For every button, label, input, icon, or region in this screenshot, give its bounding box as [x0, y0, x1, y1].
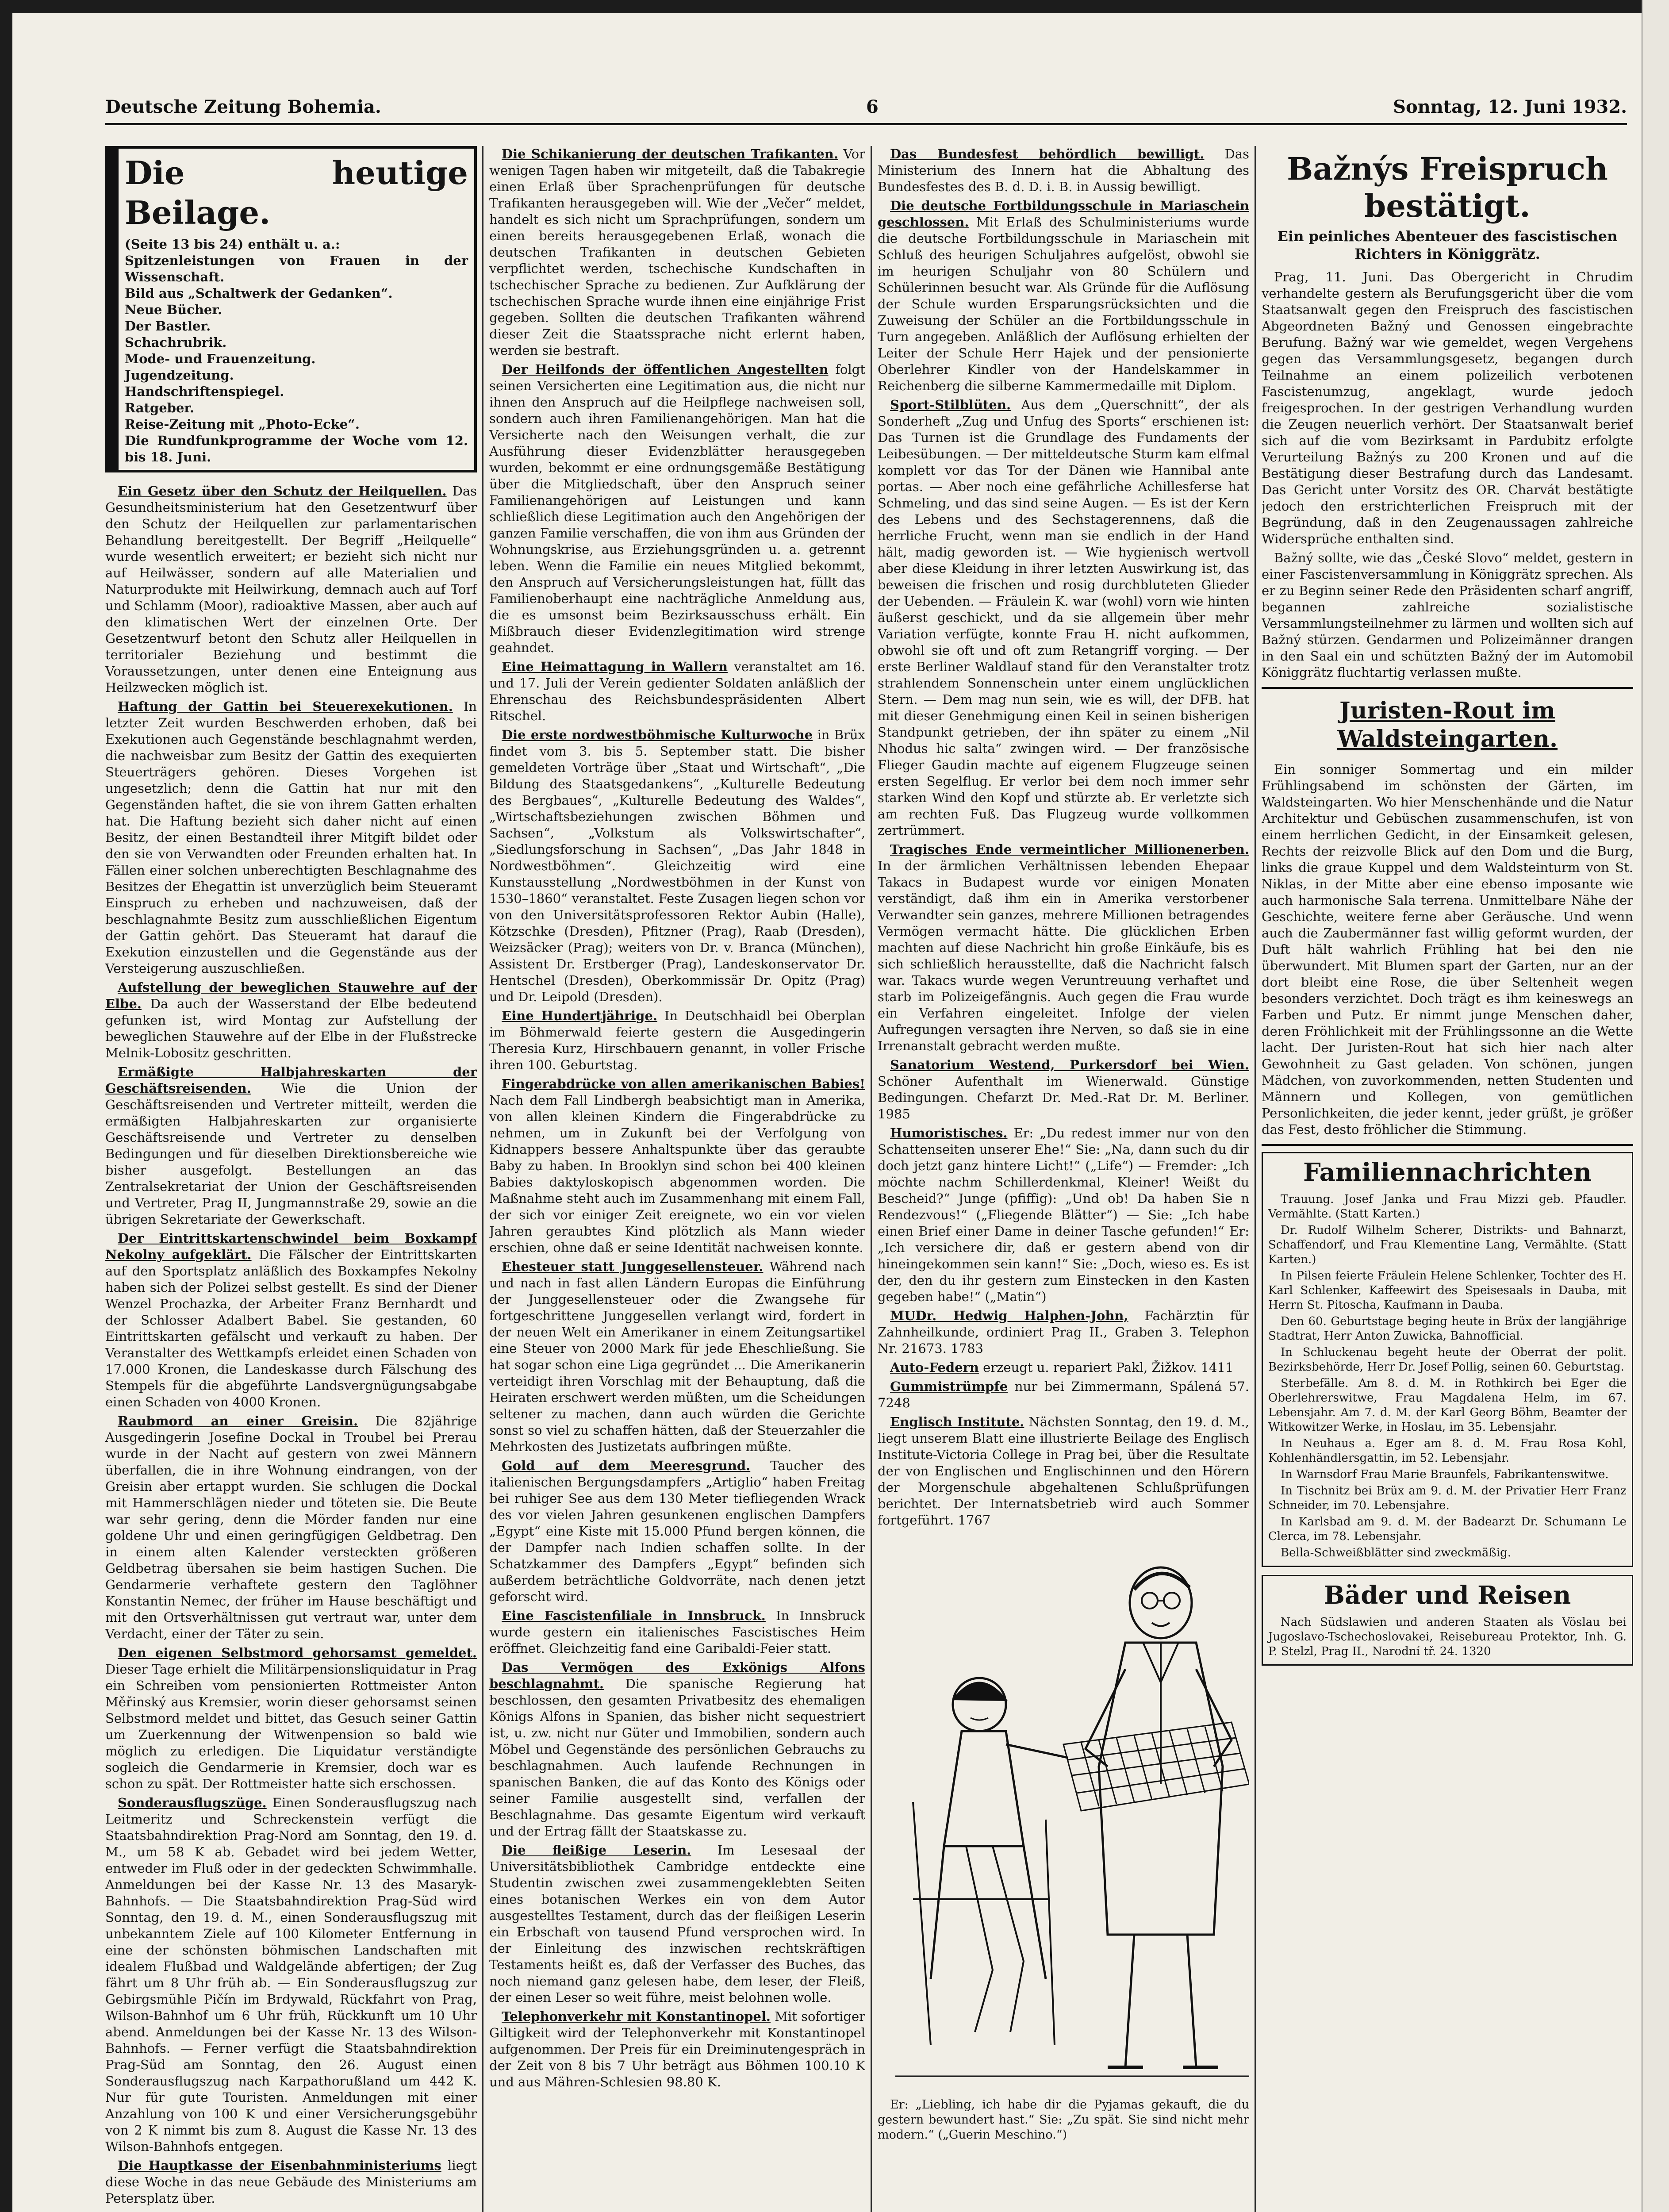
- familien-entry: In Tischnitz bei Brüx am 9. d. M. der Privatier Herr Franz Schneider, im 70. Lebensjahre.: [1268, 1484, 1627, 1512]
- col1-articles: [105, 483, 477, 2207]
- running-header: [105, 92, 1627, 125]
- article-text: Prag, 11. Juni. Das Obergericht in Chrudim verhandelte gestern als Berufungsgericht über die vom Staatsanwalt gegen den Freispruch des fascistischen Abgeordneten Bažný und Genossen eingebrachte Berufung. Bažný war wie gemeldet, wegen Vergehens gegen das Versammlungsgesetz, begangen durch Teilnahme an einem polizeilich verbotenen Fascistenumzug, angeklagt, wurde jedoch freigesprochen. In der gestrigen Verhandlung wurden die Zeugen neuerlich verhört. Der Staatsanwalt berief sich auf die vom Bezirksamt in Pardubitz erfolgte Verurteilung Bažnýs zu 200 Kronen und auf die Bestätigung dieser Bestrafung durch das Landesamt. Das Gericht unter Vorsitz des OR. Charvát bestätigte jedoch den erstrichterlichen Freispruch mit der Begründung, daß in den Zeugenaussagen zahlreiche Widersprüche enthalten sind.: [1262, 269, 1633, 546]
- article: [489, 1076, 865, 1256]
- article-text: Die Fälscher der Eintrittskarten auf den Sportsplatz anläßlich des Boxkampfes Nekolny haben sich der Polizei selbst gestellt. Es sind der Diener Wenzel Prochazka, der Arbeiter Franz Bernhardt und der Schlosser Adalbert Babel. Sie gestanden, 60 Eintrittskarten gefälscht und verkauft zu haben. Der Veranstalter des Wettkampfs erleidet einen Schaden von 17.000 Kronen, die Landeskasse durch Fälschung des Stempels für die abgeführte Landsvergnügungsabgabe einen Schaden von 4000 Kronen.: [105, 1247, 477, 1409]
- column-rule: [871, 146, 872, 2212]
- article: [489, 659, 865, 724]
- article: [489, 146, 865, 359]
- article-text: In Innsbruck wurde gestern ein italienisches Fascistisches Heim eröffnet. Gleichzeitig fand eine Garibaldi-Feier statt.: [489, 1608, 865, 1656]
- familien-entry: Bella-Schweißblätter sind zweckmäßig.: [1281, 1546, 1512, 1559]
- article-heading: Auto-Federn: [890, 1360, 979, 1375]
- article-heading: Haftung der Gattin bei Steuerexekutionen.: [118, 699, 453, 714]
- issue-date: Sonntag, 12. Juni 1932.: [1393, 96, 1627, 117]
- article: [489, 1608, 865, 1657]
- familien-entry: In Pilsen feierte Fräulein Helene Schlenker, Tochter des H. Karl Schlenker, Kaffeewirt des Speisesaals in Dauba, mit Herrn St. Pitoscha, Kaufmann in Dauba.: [1268, 1269, 1627, 1312]
- article: [105, 699, 477, 977]
- article-heading: MUDr. Hedwig Halphen-John,: [890, 1308, 1128, 1323]
- article-heading: Englisch Institute.: [890, 1414, 1024, 1429]
- article-text: erzeugt u. repariert Pakl, Žižkov. 1411: [983, 1360, 1234, 1375]
- article-heading: Die erste nordwestböhmische Kulturwoche: [502, 727, 813, 742]
- familien-entry: Trauung. Josef Janka und Frau Mizzi geb. Pfaudler. Vermählte. (Statt Karten.): [1268, 1193, 1627, 1221]
- article: [105, 483, 477, 696]
- column-rule: [1255, 146, 1256, 2212]
- familien-entry: Den 60. Geburtstage beging heute in Brüx der langjährige Stadtrat, Herr Anton Zuwicka, Bahnofficial.: [1268, 1315, 1627, 1343]
- article-heading: Das Vermögen des Exkönigs Alfons beschlagnahmt.: [489, 1660, 865, 1691]
- newspaper-page: [12, 13, 1649, 2212]
- article-heading: Die Schikanierung der deutschen Trafikanten.: [502, 146, 838, 161]
- article-heading: Die deutsche Fortbildungsschule in Mariaschein geschlossen.: [878, 198, 1249, 230]
- article: [489, 1008, 865, 1073]
- beilage-line: Neue Bücher.: [125, 302, 223, 317]
- beilage-line: Bild aus „Schaltwerk der Gedanken“.: [125, 286, 393, 301]
- beilage-box: [105, 146, 477, 472]
- adjacent-page-edge: [1642, 0, 1669, 2212]
- article: [878, 1414, 1249, 1528]
- article: [878, 1308, 1249, 1357]
- column-4: [1262, 146, 1633, 2212]
- article: [489, 1659, 865, 1839]
- article: [105, 2158, 477, 2207]
- article-heading: Telephonverkehr mit Konstantinopel.: [502, 2009, 771, 2024]
- article-heading: Ein Gesetz über den Schutz der Heilquellen.: [118, 484, 447, 499]
- baeder-title: Bäder und Reisen: [1324, 1581, 1571, 1610]
- article-text: folgt seinen Versicherten eine Legitimation aus, die nicht nur ihnen den Anspruch auf die Heilpflege nachweisen soll, sondern auch ihren Familienangehörigen. Man hat die Versicherte nach den Weisungen verhalt, die zur Ausführung dieser Evidenzblätter herausgegeben wurden, bekommt er eine ordnungsgemäße Bestätigung über die Mitgliedschaft, über den Anspruch seiner Familienangehörigen auf Leistungen und kann schließlich diese Legitimation auch den Angehörigen der ganzen Familie verschaffen, die von ihm aus Gründen der Wohnungskrise, aus Erziehungsgründen u. a. getrennt leben. Wenn die Familie ein neues Mitglied bekommt, den Anspruch auf Versicherungsleistungen hat, füllt das Familienoberhaupt eine nachträgliche Anmeldung aus, die es umsonst beim Bezirksausschuss erhält. Ein Mißbrauch dieser Evidenzlegitimation wird strenge geahndet.: [489, 362, 865, 655]
- article: [878, 198, 1249, 394]
- article-text: Bažný sollte, wie das „České Slovo“ meldet, gestern in einer Fascistenversammlung in Königgrätz sprechen. Als er zu Beginn seiner Rede den Präsidenten scharf angriff, begannen zahlreiche sozialistische Versammlungsteilnehmer zu lärmen und wollten sich auf Bažný stürzen. Gendarmen und Polizeimänner drangen in den Saal ein und schützten Bažný der im Automobil Königgrätz fluchtartig verlassen mußte.: [1262, 550, 1633, 680]
- article-text: Mit sofortiger Giltigkeit wird der Telephonverkehr mit Konstantinopel aufgenommen. Der Preis für ein Dreiminutengespräch in der Zeit von 8 bis 7 Uhr beträgt aus Böhmen 100.10 K und aus Mähren-Schlesien 98.80 K.: [489, 2009, 865, 2089]
- beilage-line: Ratgeber.: [125, 400, 195, 415]
- article: [878, 1379, 1249, 1411]
- article-heading: Ehesteuer statt Junggesellensteuer.: [502, 1259, 764, 1274]
- beilage-line: Spitzenleistungen von Frauen in der Wissenschaft.: [125, 253, 468, 284]
- article-heading: Der Eintrittskartenschwindel beim Boxkampf Nekolny aufgeklärt.: [105, 1231, 477, 1262]
- column-rule: [482, 146, 483, 2212]
- beilage-line: Jugendzeitung.: [125, 368, 234, 383]
- article-heading: Humoristisches.: [890, 1125, 1008, 1141]
- cartoon-illustration: [878, 1536, 1249, 2094]
- cartoon-drawing: [878, 1536, 1249, 2094]
- article: [878, 841, 1249, 1054]
- article-heading: Aufstellung der beweglichen Stauwehre auf der Elbe.: [105, 980, 477, 1011]
- article-text: in Brüx findet vom 3. bis 5. September statt. Die bisher gemeldeten Vorträge über „Staat und Wirtschaft“, „Die Bildung des Staatsgedankens“, „Kulturelle Bedeutung des Bergbaues“, „Kulturelle Bedeutung des Waldes“, „Wirtschaftsbeziehungen zwischen Böhmen und Sachsen“, „Volkstum als Volkswirtschafter“, „Siedlungsforschung in Sachsen“, „Das Jahr 1848 in Nordwestböhmen“. Gleichzeitig wird eine Kunstausstellung „Nordwestböhmen in der Kunst von 1530–1860“ veranstaltet. Feste Zusagen liegen schon vor von den Universitätsprofessoren Rektor Aubin (Halle), Kötzschke (Dresden), Pfitzner (Prag), Raab (Dresden), Weizsäcker (Prag); weiters von Dr. v. Branca (München), Assistent Dr. Erstberger (Prag), Landeskonservator Dr. Hentschel (Dresden), Oberkommissär Dr. Opitz (Prag) und Dr. Leipold (Dresden).: [489, 727, 865, 1004]
- beilage-line: Mode- und Frauenzeitung.: [125, 351, 316, 366]
- article-text: Er: „Du redest immer nur von den Schattenseiten unserer Ehe!“ Sie: „Na, dann such du dir doch jetzt ganz hintere Licht!“ („Life“) — Fremder: „Ich möchte nachm Schillerdenkmal, Kleiner! Weißt du Bescheid?“ Junge (pfiffig): „Und ob! Da haben Sie n Rendezvous!“ („Fliegende Blätter“) — Sie: „Ich habe einen Brief einer Dame in deiner Tasche gefunden!“ Er: „Ich versichere dir, daß er gestern abend von dir hineingekommen sein kann!“ Sie: „Doch, wieso es. Es ist der, den du ihr gestern zum Einstecken in den Kasten gegeben habe!“ („Matin“): [878, 1125, 1249, 1304]
- article: [489, 1259, 865, 1455]
- article-text: In Deutschhaidl bei Oberplan im Böhmerwald feierte gestern die Ausgedingerin Theresia Kurz, Hirschbauern genannt, in voller Frische ihren 100. Geburtstag.: [489, 1008, 865, 1072]
- article-text: Schöner Aufenthalt im Wienerwald. Günstige Bedingungen. Chefarzt Dr. Med.-Rat Dr. M. Berliner. 1985: [878, 1074, 1249, 1121]
- article-text: Das Ministerium des Innern hat die Abhaltung des Bundesfestes des B. d. D. i. B. in Aussig bewilligt.: [878, 146, 1249, 194]
- article-text: Taucher des italienischen Bergungsdampfers „Artiglio“ haben Freitag bei ruhiger See aus dem 130 Meter tiefliegenden Wrack des vor vielen Jahren gesunkenen englischen Dampfers „Egypt“ eine Kiste mit 15.000 Pfund bergen können, die der Dampfer nach Indien schaffen sollte. In der Schatzkammer des Dampfers „Egypt“ befinden sich außerdem beträchtliche Goldvorräte, nach denen jetzt geforscht wird.: [489, 1458, 865, 1604]
- baeder-box: [1262, 1575, 1633, 1666]
- article: [489, 1842, 865, 2006]
- article-text: Aus dem „Querschnitt“, der als Sonderheft „Zug und Unfug des Sports“ erschienen ist: Das Turnen ist die Grundlage des Fundaments der Leibesübungen. — Der mitteldeutsche Sturm kam elfmal komplett vor das Tor der Dänen wie Hannibal ante portas. — Aber noch eine gefährliche Achillesferse hat Schmeling, und das sind seine Augen. — Es ist der Kern des Lebens und des Sechstagerennens, daß die herrliche Frucht, wenn man sie endlich in der Hand hält, madig geworden ist. — Wie hygienisch wertvoll aber diese Kleidung in ihrer letzten Auswirkung ist, das beweisen die frischen und rosig durchbluteten Glieder der Uebenden. — Fräulein K. war (wohl) vorn wie hinten äußerst geschickt, und da sie allgemein über mehr Variation verfügte, konnte Frau H. nicht aufkommen, obwohl sie oft und oft zum Retangriff vorging. — Der erste Berliner Waldlauf stand für den Veranstalter trotz strahlendem Sonnenschein unter einem unglücklichen Stern. — Dem mag nun sein, wie es will, der DFB. hat mit dieser Genehmigung einen Keil in seinen bisherigen Standpunkt getrieben, der ihn später zu einem „Nil Nhodus hic salta“ zwingen wird. — Der französische Flieger Gaudin machte auf eigenem Flugzeuge seinen ersten Segelflug. Er verlor bei dem noch immer sehr starken Wind den Kopf und stürzte ab. Er verletzte sich am rechten Fuß. Das Flugzeug wurde vollkommen zertrümmert.: [878, 397, 1249, 838]
- beilage-list: [125, 236, 468, 465]
- article: [105, 1413, 477, 1642]
- bazny-headline: Bažnýs Freispruch bestätigt.: [1287, 150, 1608, 224]
- baeder-text: Nach Südslawien und anderen Staaten als Vöslau bei Jugoslavo-Tschechoslovakei, Reisebureau Protektor, Inh. G. P. Stelzl, Prag II., Narodní tř. 24. 1320: [1268, 1616, 1627, 1658]
- familien-entry: In Schluckenau begeht heute der Oberrat der polit. Bezirksbehörde, Herr Dr. Josef Pollig, seinen 60. Geburtstag.: [1268, 1346, 1627, 1374]
- column-3: [878, 146, 1249, 2212]
- article: [878, 1057, 1249, 1122]
- article: [489, 727, 865, 1005]
- article-heading: Der Heilfonds der öffentlichen Angestellten: [502, 362, 829, 377]
- familien-entry: In Karlsbad am 9. d. M. der Badearzt Dr. Schumann Le Clerca, im 78. Lebensjahr.: [1268, 1515, 1627, 1543]
- beilage-line: (Seite 13 bis 24) enthält u. a.:: [125, 237, 340, 252]
- beilage-title: Die heutige Beilage.: [125, 154, 468, 231]
- article-heading: Gummistrümpfe: [890, 1379, 1008, 1394]
- rout-headline: Juristen-Rout im Waldsteingarten.: [1337, 697, 1558, 753]
- article-text: Nächsten Sonntag, den 19. d. M., liegt unserem Blatt eine illustrierte Beilage des Englisch Institute-Victoria College in Prag bei, über die Resultate der von Englischen und Englischinnen und den Hörern der Morgenschule abgehaltenen Schlußprüfungen berichtet. Der Internatsbetrieb wird auch Sommer fortgeführt. 1767: [878, 1414, 1249, 1528]
- article-text: Die spanische Regierung hat beschlossen, den gesamten Privatbesitz des ehemaligen Königs Alfons in Spanien, das bisher nicht sequestriert ist, u. zw. nicht nur Güter und Immobilien, sondern auch Möbel und Gegenstände des persönlichen Gebrauchs zu beschlagnahmen. Auch laufende Rechnungen in spanischen Banken, die auf das Konto des Königs oder seiner Familie ausgestellt sind, verfallen der Beschlagnahme. Das gesamte Eigentum wird verkauft und der Ertrag fällt der Staatskasse zu.: [489, 1676, 865, 1839]
- beilage-line: Reise-Zeitung mit „Photo-Ecke“.: [125, 417, 360, 432]
- article-heading: Sanatorium Westend, Purkersdorf bei Wien.: [890, 1057, 1249, 1072]
- article: [489, 2008, 865, 2090]
- article: [878, 1125, 1249, 1305]
- article-heading: Raubmord an einer Greisin.: [118, 1413, 358, 1429]
- masthead-title: Deutsche Zeitung Bohemia.: [105, 96, 381, 117]
- familien-box: [1262, 1152, 1633, 1567]
- article-heading: Die fleißige Leserin.: [502, 1843, 691, 1858]
- article: [105, 1645, 477, 1792]
- article-text: Das Gesundheitsministerium hat den Gesetzentwurf über den Schutz der Heilquellen zur parlamentarischen Behandlung bereitgestellt. Der Begriff „Heilquelle“ wurde wesentlich erweitert; er bezieht sich nicht nur auf Heilwässer, sondern auf alle Materialien und Naturprodukte mit Heilwirkung, demnach auch auf Torf und Schlamm (Moor), radioaktive Massen, aber auch auf den klimatischen Wert der einzelnen Orte. Der Gesetzentwurf betont den Schutz aller Heilquellen in territorialer Beziehung und bestimmt die Voraussetzungen, unter denen eine Enteignung aus Heilzwecken möglich ist.: [105, 484, 477, 695]
- article: [878, 397, 1249, 839]
- article-heading: Fingerabdrücke von allen amerikanischen Babies!: [502, 1076, 865, 1091]
- article-heading: Tragisches Ende vermeintlicher Millionenerben.: [890, 842, 1249, 857]
- cartoon-caption: Er: „Liebling, ich habe dir die Pyjamas gekauft, die du gestern bewundert hast.“ Sie: „Zu spät. Sie sind nicht mehr modern.“ („Guerin Meschino.“): [878, 2098, 1249, 2142]
- rout-article: Ein sonniger Sommertag und ein milder Frühlingsabend im schönsten der Gärten, im Waldsteingarten. Wo hier Menschenhände und die Natur Architektur und Gebüschen zusammenschufen, ist von einem herrlichen Gedicht, in der Einsamkeit gelesen, Rechts der reizvolle Blick auf den Dom und die Burg, links die graue Kuppel und dem Waldsteinturm von St. Niklas, in der Mitte aber eine ebenso imposante wie auch harmonische Sala terrena. Unmittelbare Nähe der Geschichte, weitere ferne aber Geräusche. Und wenn auch die Zaubermänner fast willig geformt wurden, der Duft hält wahrlich Frühling hat bei den nie überwundert. Mit Blumen spart der Garten, nur an der dort bleibt eine Rose, die über Seltenheit wegen besonders verzichtet. Doch trägt es ihm keineswegs an Farben und Putz. Er nimmt junge Menschen daher, deren Fröhlichkeit mit der Frühlingssonne an die Wette lacht. Der Juristen-Rout hat sich hier nach alter Gewohnheit zu Gast geladen. Von schönen, jungen Mädchen, von zuvorkommenden, netten Studenten und Männern und Kollegen, von gemütlichen Personlichkeiten, die jeder kennt, jeder grüßt, je größer das Fest, desto fröhlicher die Stimmung.: [1262, 762, 1633, 1137]
- article-heading: Sport-Stilblüten.: [890, 397, 1011, 412]
- article-text: Einen Sonderausflugszug nach Leitmeritz und Schreckenstein verfügt die Staatsbahndirektion Prag-Nord am Sonntag, den 19. d. M., um 58 K ab. Gebadet wird bei jedem Wetter, entweder im Fluß oder in der gedeckten Schwimmhalle. Anmeldungen bei der Kasse Nr. 13 des Masaryk-Bahnhofs. — Die Staatsbahndirektion Prag-Süd wird Sonntag, den 19. d. M., einen Sonderausflugszug mit unbekanntem Ziele auf 100 Kilometer Entfernung in eine der schönsten böhmischen Landschaften mit idealem Flußbad und Waldgelände abfertigen; der Zug fährt um 8 Uhr früh ab. — Ein Sonderausflugszug zur Gebirgsmühle Pičín im Brdywald, Rückfahrt von Prag, Wilson-Bahnhof um 6 Uhr früh, Rückkunft um 10 Uhr abend. Anmeldungen bei der Kasse Nr. 13 des Wilson-Bahnhofs. — Ferner verfügt die Staatsbahndirektion Prag-Süd am Sonntag, den 26. August einen Sonderausflugszug nach Karpathorußland um 442 K. Nur für gute Touristen. Anmeldungen mit einer Anzahlung von 100 K und einer Versicherungsgebühr von 2 K nimmt bis zum 8. August die Kasse Nr. 13 des Wilson-Bahnhofs entgegen.: [105, 1795, 477, 2154]
- article-heading: Den eigenen Selbstmord gehorsamst gemeldet.: [118, 1645, 477, 1660]
- page-number: 6: [866, 96, 879, 117]
- article-text: Im Lesesaal der Universitätsbibliothek Cambridge entdeckte eine Studentin zwischen zwei zusammengeklebten Seiten eines botanischen Werkes ein von dem Autor ausgestelltes Testament, durch das der fleißigen Leserin ein Erbschaft von tausend Pfund versprochen wird. In der Einleitung des inzwischen rechtskräftigen Testaments heißt es, daß der Verfasser des Buches, das noch niemand ganz gelesen habe, dem leser, der Fleiß, der einen Leser so weit führe, meist belohnen wolle.: [489, 1843, 865, 2005]
- section-divider: [1262, 1144, 1633, 1146]
- beilage-line: Die Rundfunkprogramme der Woche vom 12. bis 18. Juni.: [125, 433, 468, 465]
- article-text: veranstaltet am 16. und 17. Juli der Verein gedienter Soldaten anläßlich der Ehrenschau des Reichsbundespräsidenten Albert Ritschel.: [489, 659, 865, 723]
- familien-entry: In Warnsdorf Frau Marie Braunfels, Fabrikantenswitwe.: [1281, 1468, 1609, 1481]
- article-text: Fachärztin für Zahnheilkunde, ordiniert Prag II., Graben 3. Telephon Nr. 21673. 1783: [878, 1308, 1249, 1356]
- article: [878, 1359, 1249, 1376]
- article-heading: Eine Hundertjährige.: [502, 1008, 658, 1023]
- column-1: [105, 146, 477, 2212]
- article: [105, 1230, 477, 1410]
- article-text: Dieser Tage erhielt die Militärpensionsliquidatur in Prag ein Schreiben vom pensionierten Rottmeister Anton Měřinský aus Kremsier, worin dieser gehorsamst seinen Selbstmord meldet und bittet, das Gesuch seiner Gattin um Zuerkennung der Witwenpension so bald wie möglich zu erledigen. Die Liquidatur verständigte sogleich die Gendarmerie in Kremsier, doch war es schon zu spät. Der Rottmeister hatte sich erschossen.: [105, 1662, 477, 1791]
- article-text: In letzter Zeit wurden Beschwerden erhoben, daß bei Exekutionen auch Gegenstände beschlagnahmt werden, die nachweisbar zum Besitz der Gattin des exequierten Steuerträgers gehören. Dieses Vorgehen ist ungesetzlich; denn die Gattin hat nur mit den Gegenständen haftet, die sie von ihrem Gatten erhalten hat. Die Haftung bezieht sich daher nicht auf einen Besitz, der einen Bestandteil ihrer Mitgift bildet oder den sie von Verwandten oder Freunden erhalten hat. In Fällen einer solchen unberechtigten Beschlagnahme des Besitzes der Ehegattin ist unverzüglich beim Steueramt Einspruch zu erheben und nachzuweisen, daß der beschlagnahmte Besitz zum ausschließlichen Eigentum der Gattin gehört. Das Steueramt hat darauf die Exekution einzustellen und die Gegenstände aus der Versteigerung auszuschließen.: [105, 699, 477, 976]
- article-text: Vor wenigen Tagen haben wir mitgeteilt, daß die Tabakregie einen Erlaß über Sprachenprüfungen für deutsche Trafikanten herausgegeben will. Wie der „Večer“ meldet, handelt es sich nicht um Sprachprüfungen, sondern um einen bereits herausgegebenen Erlaß, wonach die deutschen Trafikanten in deutschen Gebieten verpflichtet werden, tschechische Kundschaften in tschechischer Sprache zu bedienen. Zur Aufklärung der tschechischen Sprache wurde ihnen eine einjährige Frist gegeben. Sollten die deutschen Trafikanten während dieser Zeit die Staatssprache nicht erlernt haben, werden sie bestraft.: [489, 146, 865, 358]
- article-heading: Eine Heimattagung in Wallern: [502, 659, 728, 674]
- article-heading: Die Hauptkasse der Eisenbahnministeriums: [118, 2158, 441, 2173]
- article-heading: Eine Fascistenfiliale in Innsbruck.: [502, 1608, 766, 1623]
- familien-title: Familiennachrichten: [1303, 1158, 1592, 1187]
- article: [105, 979, 477, 1061]
- article: [878, 146, 1249, 195]
- familien-entry: Sterbefälle. Am 8. d. M. in Rothkirch bei Eger die Oberlehrerswitwe, Frau Magdalena Helm, im 67. Lebensjahr. Am 7. d. M. der Karl Georg Böhm, Beamter der Witkowitzer Werke, in Hoslau, im 35. Lebensjahr.: [1268, 1377, 1627, 1434]
- article-text: Da auch der Wasserstand der Elbe bedeutend gefunken ist, wird Montag zur Aufstellung der beweglichen Stauwehre auf der Elbe in der Flußstrecke Melnik-Lobositz geschritten.: [105, 996, 477, 1060]
- beilage-line: Schachrubrik.: [125, 335, 227, 350]
- beilage-line: Handschriftenspiegel.: [125, 384, 284, 399]
- bazny-subheadline: Ein peinliches Abenteuer des fascistischen Richters in Königgrätz.: [1277, 228, 1618, 262]
- article-text: liegt diese Woche in das neue Gebäude des Ministeriums am Petersplatz über.: [105, 2158, 477, 2206]
- article: [105, 1064, 477, 1228]
- article: [489, 1458, 865, 1605]
- article-text: Die 82jährige Ausgedingerin Josefine Dockal in Troubel bei Prerau wurde in der Nacht auf gestern von zwei Männern überfallen, die in ihre Wohnung eindrangen, von der Greisin aber ertappt wurden. Sie schlugen die Dockal mit Hammerschlägen nieder und töteten sie. Die Beute war sehr gering, denn die Mörder fanden nur eine goldene Uhr und einen geringfügigen Geldbetrag. Den in einem alten Kalender versteckten größeren Geldbetrag übersahen sie beim hastigen Suchen. Die Gendarmerie verhaftete gestern den Taglöhner Konstantin Nemec, der früher im Hause beschäftigt und mit den Ortsverhältnissen gut vertraut war, unter dem Verdacht, einer der Täter zu sein.: [105, 1413, 477, 1641]
- familien-entry: Dr. Rudolf Wilhelm Scherer, Distrikts- und Bahnarzt, Schaffendorf, und Frau Klementine Lang, Vermählte. (Statt Karten.): [1268, 1224, 1627, 1266]
- familien-entry: In Neuhaus a. Eger am 8. d. M. Frau Rosa Kohl, Kohlenhändlersgattin, im 52. Lebensjahr.: [1268, 1437, 1627, 1465]
- section-divider: [1262, 687, 1633, 689]
- article-heading: Gold auf dem Meeresgrund.: [502, 1458, 751, 1473]
- beilage-line: Der Bastler.: [125, 319, 211, 334]
- column-2: [489, 146, 865, 2212]
- article-text: Wie die Union der Geschäftsreisenden und Vertreter mitteilt, werden die ermäßigten Halbjahreskarten zur organisierte Geschäftsreisende und Vertreter zu denselben Bedingungen und für dieselben Direktionsbereiche wie bisher ausgefolgt. Bestellungen an das Zentralsekretariat der Union der Geschäftsreisenden und Vertreter, Prag II, Jungmannstraße 29, sowie an die übrigen Sekretariate der Gewerkschaft.: [105, 1081, 477, 1227]
- article-text: nur bei Zimmermann, Spálená 57. 7248: [878, 1379, 1249, 1410]
- article-heading: Sonderausflugszüge.: [118, 1795, 267, 1810]
- article-text: Mit Erlaß des Schulministeriums wurde die deutsche Fortbildungsschule in Mariaschein mit Schluß des heurigen Schuljahres aufgelöst, obwohl sie im heurigen Schuljahr von 80 Schülern und Schülerinnen besucht war. Als Gründe für die Auflösung der Schule wurden Ersparungsrücksichten und die Zuweisung der Schüler an die Fortbildungsschule in Turn angegeben. Anläßlich der Auflösung erhielten der Leiter der Schule Herr Hajek und der pensionierte Oberlehrer Kindler von der Handelskammer in Reichenberg die silberne Kammermedaille mit Diplom.: [878, 215, 1249, 393]
- article-text: Nach dem Fall Lindbergh beabsichtigt man in Amerika, von allen kleinen Kindern die Fingerabdrücke zu nehmen, um in Zukunft bei der Verfolgung von Kidnappers bessere Anhaltspunkte über das geraubte Baby zu haben. In Brooklyn sind schon bei 400 kleinen Babies daktyloskopisch abgenommen worden. Die Maßnahme steht auch im Zusammenhang mit einem Fall, der sich vor einiger Zeit ereignete, wo ein vor vielen Jahren geraubtes Kind plötzlich als Mann wieder erschien, ohne daß er seine Identität nachweisen konnte.: [489, 1093, 865, 1255]
- article-text: Während nach und nach in fast allen Ländern Europas die Einführung der Junggesellensteuer oder die Zwangsehe für fortgeschrittene Junggesellen verlangt wird, fordert in der neuen Welt ein Amerikaner in einem Zeitungsartikel eine Steuer von 2000 Mark für jede Eheschließung. Sie hat sogar schon eine Liga gegründet ... Die Amerikanerin verteidigt ihren Vorschlag mit der Behauptung, daß die Heiraten erschwert werden müßten, um die Scheidungen seltener zu machen, dann auch würden die Gerichte sonst so viel zu schaffen hätten, daß der Steuerzahler die Mehrkosten des Justizetats aufbringen müßte.: [489, 1259, 865, 1454]
- article-heading: Ermäßigte Halbjahreskarten der Geschäftsreisenden.: [105, 1064, 477, 1096]
- article-text: In der ärmlichen Verhältnissen lebenden Ehepaar Takacs in Budapest wurde vor einigen Monaten verständigt, daß ihm ein in Amerika verstorbener Verwandter sein ganzes, mehrere Millionen betragendes Vermögen vermacht hätte. Die glücklichen Erben machten auf diese Nachricht hin große Einkäufe, bis es sich schließlich herausstellte, daß die Nachricht falsch war. Takacs wurde wegen Veruntreuung verhaftet und starb im Polizeigefängnis. Auch gegen die Frau wurde ein Verfahren eingeleitet. Infolge der vielen Aufregungen versagten ihre Nerven, so daß sie in eine Irrenanstalt gebracht werden mußte.: [878, 858, 1249, 1053]
- article: [105, 1795, 477, 2155]
- article-heading: Das Bundesfest behördlich bewilligt.: [890, 146, 1205, 161]
- article: [489, 361, 865, 656]
